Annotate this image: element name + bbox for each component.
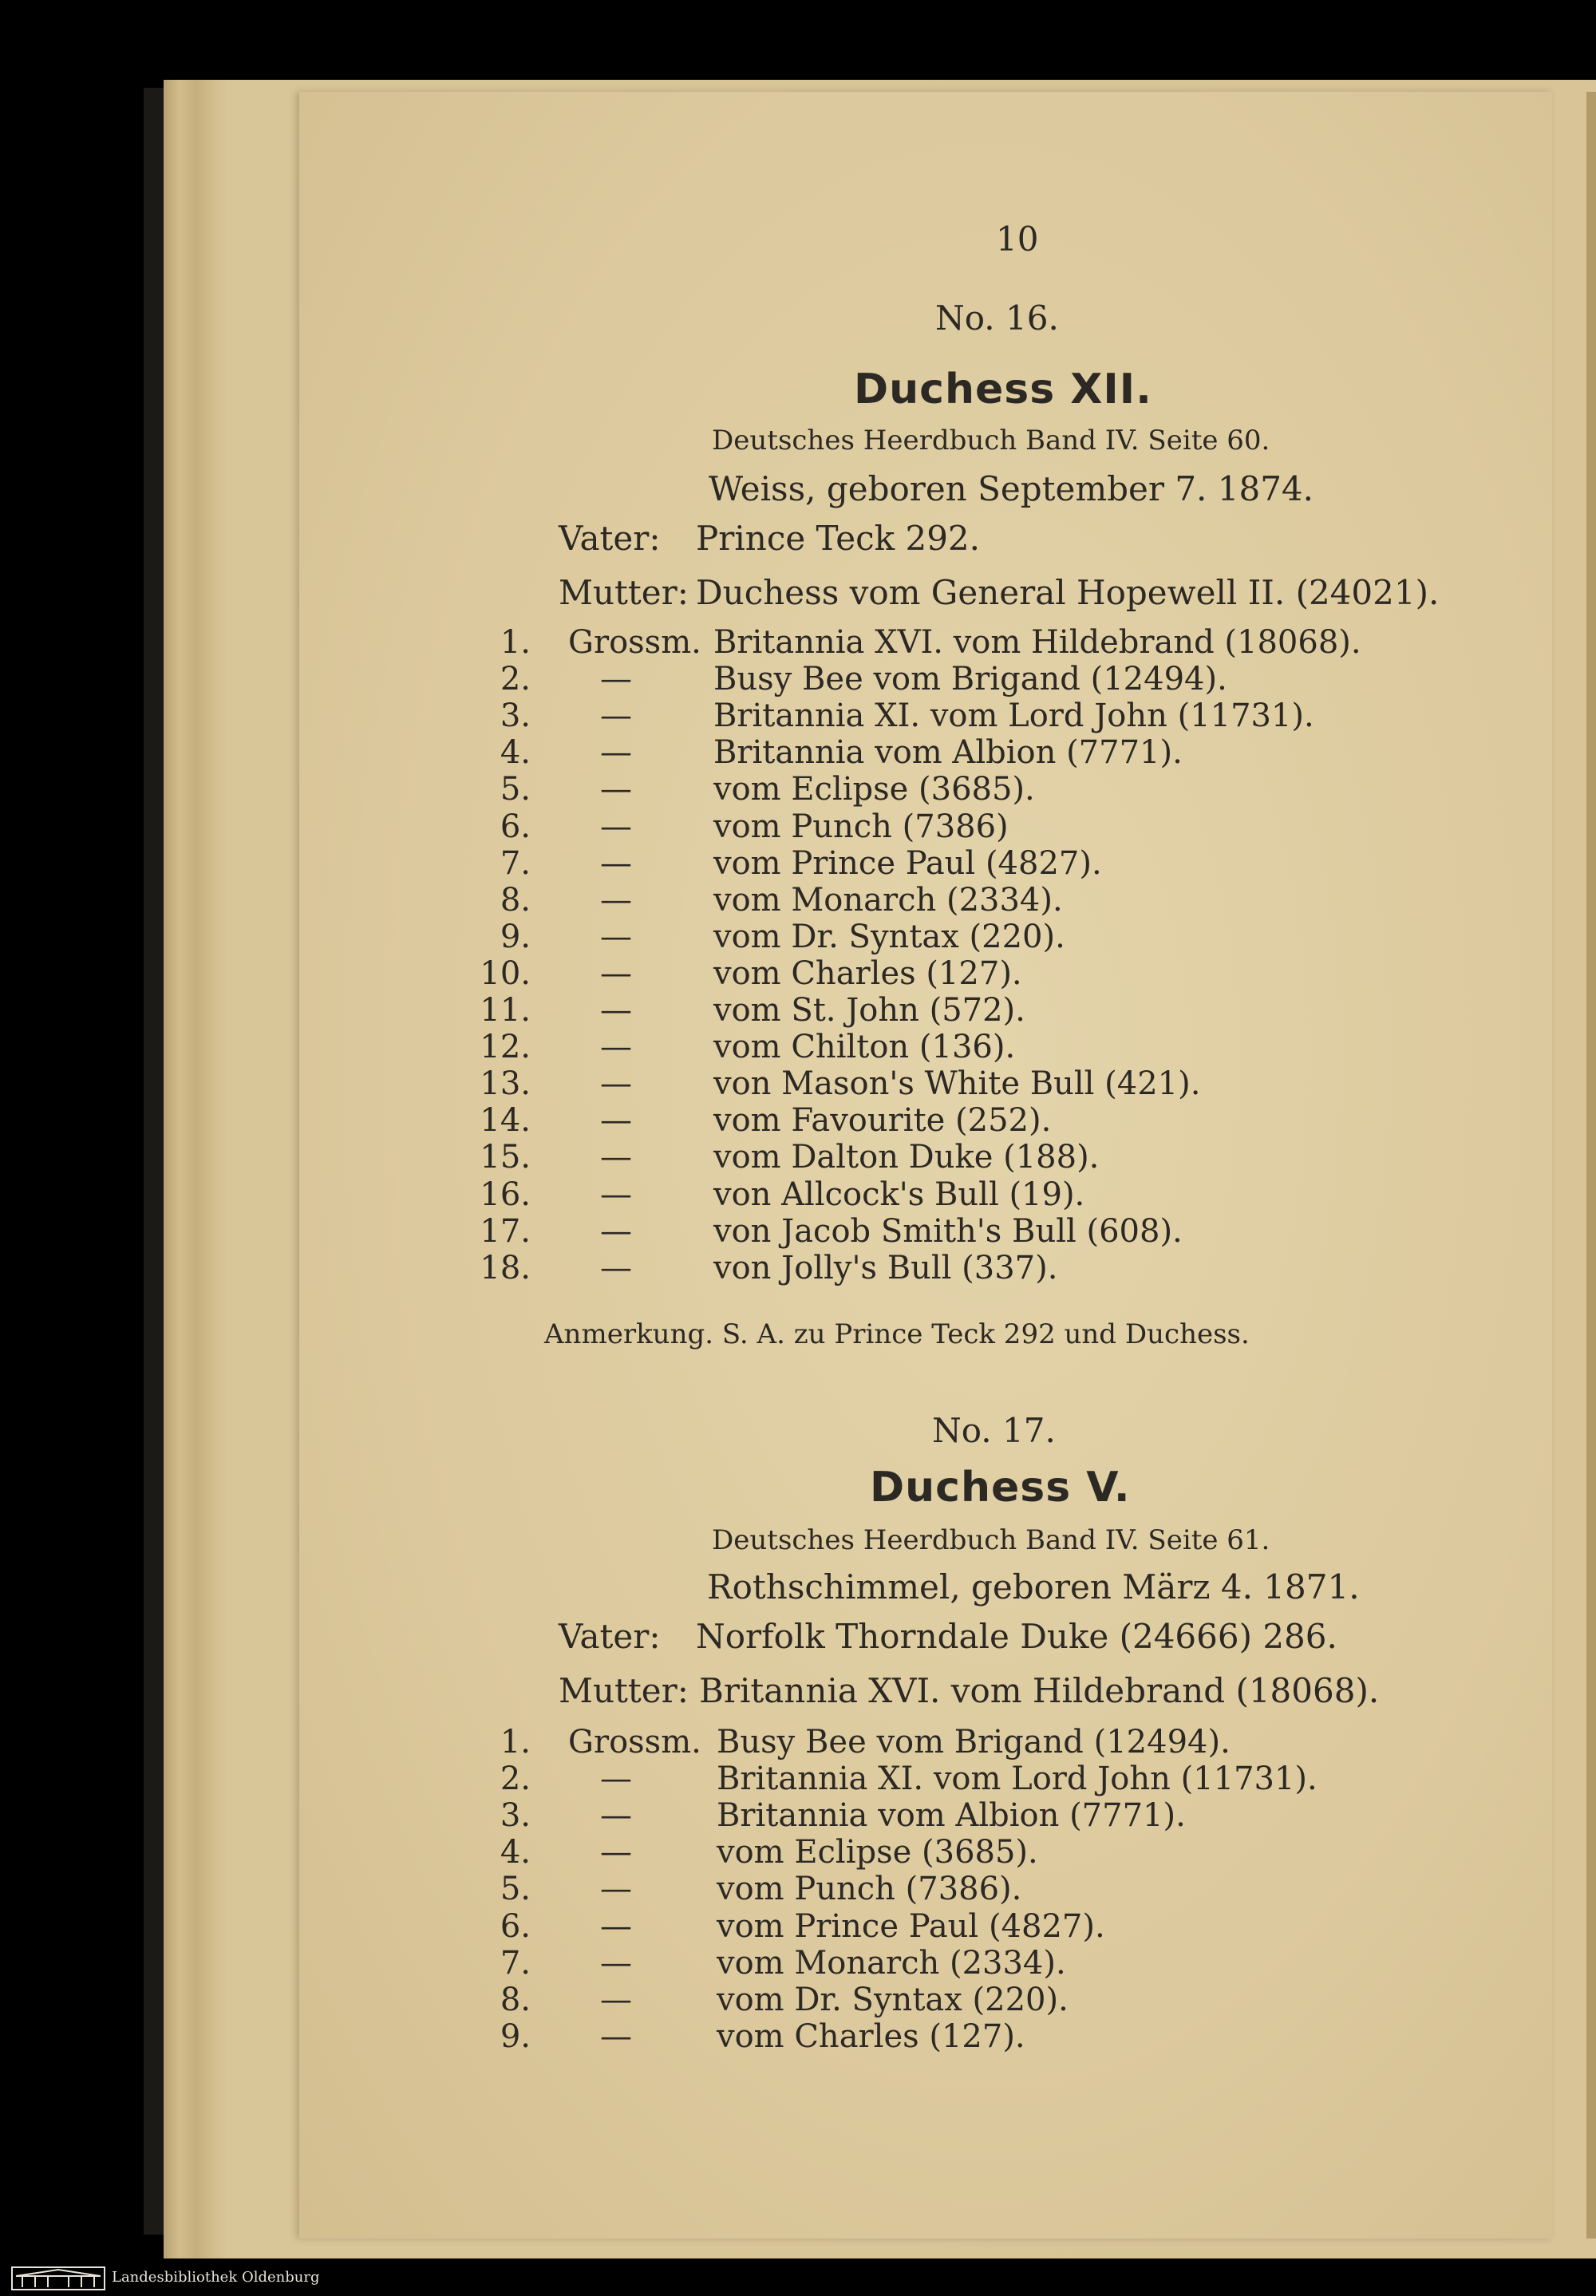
ancestor-number: 18. [480,1249,531,1286]
ancestor-generation: — [600,1212,632,1250]
ancestor-generation: — [600,808,632,845]
mother-label: Mutter: [559,1671,689,1710]
ancestor-number: 2. [500,1761,531,1798]
ancestor-row [0,1761,1596,1797]
ancestor-generation: — [600,697,632,735]
ancestor-number: 3. [500,697,531,735]
ancestor-number: 12. [480,1029,531,1066]
ancestor-row [0,661,1596,697]
ancestor-row [0,1982,1596,2018]
ancestor-name: Britannia vom Albion (7771). [713,734,1183,772]
ancestor-row [0,1724,1596,1761]
entry-number: No. 17. [932,1411,1056,1450]
ancestor-name: vom Monarch (2334). [717,1944,1066,1982]
ancestor-number: 5. [500,1871,531,1908]
ancestor-name: Busy Bee vom Brigand (12494). [713,661,1227,698]
mother-value: Britannia XVI. vom Hildebrand (18068). [699,1671,1380,1710]
ancestor-name: vom Eclipse (3685). [713,771,1035,808]
library-building-icon [11,2266,105,2290]
ancestor-generation: — [600,1834,632,1871]
ancestor-generation: — [600,1102,632,1140]
ancestor-name: von Jolly's Bull (337). [713,1249,1058,1286]
ancestor-number: 1. [500,1724,531,1761]
father-value: Prince Teck 292. [696,519,980,558]
father-label: Vater: [559,519,661,558]
ancestor-name: vom Dr. Syntax (220). [717,1981,1069,2018]
ancestor-generation: — [600,734,632,772]
ancestor-name: vom Charles (127). [717,2017,1025,2055]
ancestor-number: 6. [500,808,531,845]
ancestor-row [0,1029,1596,1065]
ancestor-number: 4. [500,1834,531,1871]
ancestor-generation: — [600,1907,632,1945]
ancestor-number: 7. [500,1944,531,1982]
ancestor-name: vom Dalton Duke (188). [713,1139,1100,1176]
ancestor-name: vom Charles (127). [713,954,1022,992]
ancestor-generation: — [600,844,632,882]
ancestor-row [0,1213,1596,1250]
annotation-note: Anmerkung. S. A. zu Prince Teck 292 und Duchess. [544,1318,1250,1350]
ancestor-number: 8. [500,881,531,919]
entry-number: No. 16. [935,298,1059,338]
ancestor-row [0,992,1596,1029]
ancestor-generation: — [600,1871,632,1908]
footer-bar [0,2260,1596,2296]
ancestor-generation: — [600,1139,632,1176]
ancestor-name: vom Eclipse (3685). [717,1834,1038,1871]
father-value: Norfolk Thorndale Duke (24666) 286. [696,1617,1337,1656]
ancestor-row [0,771,1596,808]
ancestor-row [0,1908,1596,1945]
ancestor-generation: — [600,1249,632,1286]
ancestor-generation: — [600,1029,632,1066]
ancestor-number: 1. [500,624,531,661]
ancestor-generation: — [600,1176,632,1213]
ancestor-row [0,955,1596,992]
ancestor-row [0,1102,1596,1139]
ancestor-row [0,882,1596,919]
ancestor-name: Britannia XI. vom Lord John (11731). [713,697,1314,735]
ancestor-number: 16. [480,1176,531,1213]
ancestor-generation: — [600,918,632,955]
ancestor-name: von Mason's White Bull (421). [713,1065,1201,1103]
ancestor-name: vom Punch (7386) [713,808,1009,845]
ancestor-row [0,808,1596,845]
ancestor-number: 5. [500,771,531,808]
ancestor-row [0,1065,1596,1102]
ancestor-row [0,734,1596,771]
ancestor-number: 4. [500,734,531,772]
ancestor-number: 10. [480,954,531,992]
ancestor-name: vom Favourite (252). [713,1102,1052,1140]
ancestor-generation: — [600,2017,632,2055]
ancestor-generation: Grossm. [568,1724,701,1761]
ancestor-number: 15. [480,1139,531,1176]
ancestor-generation: — [600,992,632,1029]
ancestor-name: vom Chilton (136). [713,1029,1016,1066]
ancestor-number: 13. [480,1065,531,1103]
ancestor-generation: — [600,1944,632,1982]
ancestor-name: vom Prince Paul (4827). [713,844,1102,882]
color-and-birthdate: Weiss, geboren September 7. 1874. [709,469,1314,508]
ancestor-number: 6. [500,1907,531,1945]
color-and-birthdate: Rothschimmel, geboren März 4. 1871. [707,1567,1360,1606]
ancestor-row [0,1250,1596,1286]
library-name: Landesbibliothek Oldenburg [112,2269,320,2286]
ancestor-name: vom Monarch (2334). [713,881,1063,919]
animal-name-heading: Duchess XII. [854,366,1152,413]
mother-value: Duchess vom General Hopewell II. (24021). [696,573,1440,612]
ancestor-name: Britannia XVI. vom Hildebrand (18068). [713,624,1361,661]
ancestor-row [0,1176,1596,1213]
herdbook-reference: Deutsches Heerdbuch Band IV. Seite 60. [712,425,1270,456]
ancestor-generation: — [600,1761,632,1798]
ancestor-row [0,1871,1596,1907]
ancestor-row [0,697,1596,734]
ancestor-generation: Grossm. [568,624,701,661]
ancestor-name: Britannia vom Albion (7771). [717,1797,1186,1835]
ancestor-number: 3. [500,1797,531,1835]
ancestor-generation: — [600,661,632,698]
ancestor-name: vom St. John (572). [713,992,1025,1029]
ancestor-generation: — [600,771,632,808]
ancestor-number: 14. [480,1102,531,1140]
ancestor-number: 2. [500,661,531,698]
ancestor-number: 7. [500,844,531,882]
ancestor-row [0,1834,1596,1871]
ancestor-name: von Allcock's Bull (19). [713,1176,1085,1213]
ancestor-name: Busy Bee vom Brigand (12494). [717,1724,1231,1761]
ancestor-generation: — [600,1065,632,1103]
ancestor-name: vom Punch (7386). [717,1871,1022,1908]
ancestor-row [0,2018,1596,2055]
ancestor-row [0,845,1596,882]
ancestor-name: Britannia XI. vom Lord John (11731). [717,1761,1317,1798]
ancestor-generation: — [600,1981,632,2018]
ancestor-row [0,919,1596,955]
father-label: Vater: [559,1617,661,1656]
ancestor-row [0,1797,1596,1834]
page-number: 10 [996,219,1039,259]
ancestor-name: vom Dr. Syntax (220). [713,918,1065,955]
ancestor-row [0,1945,1596,1982]
ancestor-row [0,1139,1596,1176]
ancestor-generation: — [600,881,632,919]
ancestor-number: 17. [480,1212,531,1250]
ancestor-row [0,624,1596,661]
herdbook-reference: Deutsches Heerdbuch Band IV. Seite 61. [712,1524,1270,1556]
ancestor-generation: — [600,1797,632,1835]
ancestor-number: 11. [480,992,531,1029]
mother-label: Mutter: [559,573,689,612]
ancestor-generation: — [600,954,632,992]
ancestor-name: vom Prince Paul (4827). [717,1907,1105,1945]
ancestor-number: 8. [500,1981,531,2018]
ancestor-number: 9. [500,2017,531,2055]
animal-name-heading: Duchess V. [870,1464,1131,1512]
ancestor-name: von Jacob Smith's Bull (608). [713,1212,1183,1250]
ancestor-number: 9. [500,918,531,955]
